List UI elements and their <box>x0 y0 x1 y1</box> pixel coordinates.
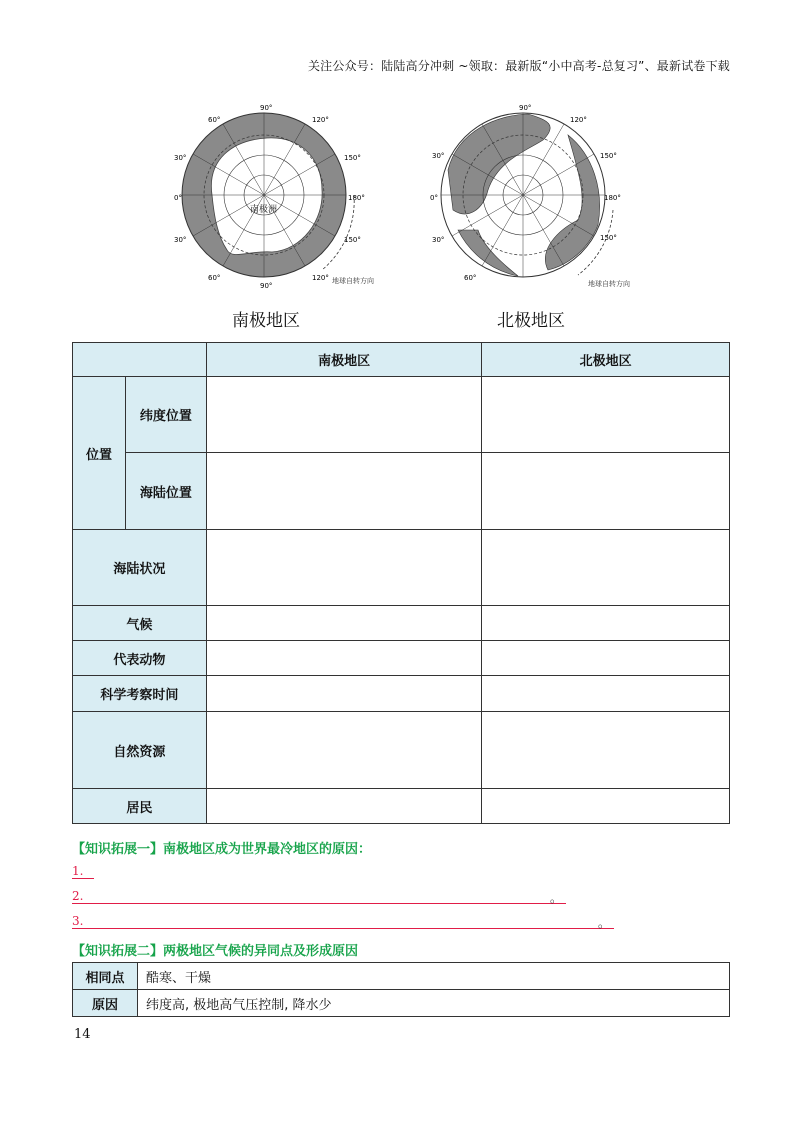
row-header-animals: 代表动物 <box>73 641 207 676</box>
row-header-climate: 气候 <box>73 606 207 641</box>
north-pole-map <box>428 100 630 290</box>
climate-similarity-table <box>72 962 730 1017</box>
svg-text:90°: 90° <box>260 104 273 112</box>
svg-text:0°: 0° <box>430 194 438 202</box>
row-header-latitude: 纬度位置 <box>125 377 206 453</box>
answer-line-1-number: 1. <box>72 864 84 878</box>
cell-north-land-sea-status[interactable] <box>482 530 730 606</box>
row-header-land-sea-status: 海陆状况 <box>73 530 207 606</box>
answer-line-3-end: 。 <box>597 916 610 930</box>
cell-north-residents[interactable] <box>482 789 730 824</box>
svg-text:120°: 120° <box>570 116 587 124</box>
svg-text:30°: 30° <box>432 236 445 244</box>
south-rotation-note: 地球自转方向 <box>332 277 374 285</box>
cell-south-latitude[interactable] <box>206 377 482 453</box>
answer-line-3[interactable] <box>72 914 614 929</box>
row-header-resources: 自然资源 <box>73 712 207 789</box>
svg-text:30°: 30° <box>174 236 187 244</box>
cell-north-resources[interactable] <box>482 712 730 789</box>
svg-text:0°: 0° <box>174 194 182 202</box>
table-corner-cell <box>73 343 207 377</box>
row-header-residents: 居民 <box>73 789 207 824</box>
cell-south-resources[interactable] <box>206 712 482 789</box>
row-header-land-sea-position: 海陆位置 <box>125 453 206 530</box>
cell-north-latitude[interactable] <box>482 377 730 453</box>
svg-text:60°: 60° <box>464 274 477 282</box>
reason-label: 原因 <box>73 990 138 1017</box>
answer-line-2[interactable] <box>72 889 566 904</box>
answer-line-3-number: 3. <box>72 914 84 928</box>
svg-text:120°: 120° <box>312 274 329 282</box>
reason-value: 纬度高, 极地高气压控制, 降水少 <box>138 990 730 1017</box>
page-number: 14 <box>74 1027 91 1042</box>
row-header-expedition-time: 科学考察时间 <box>73 676 207 712</box>
similarity-value: 酷寒、干燥 <box>138 963 730 990</box>
south-pole-map <box>172 100 374 290</box>
answer-line-1[interactable] <box>72 864 94 879</box>
col-header-south: 南极地区 <box>206 343 482 377</box>
answer-line-2-end: 。 <box>549 891 562 905</box>
col-header-north: 北极地区 <box>482 343 730 377</box>
svg-text:60°: 60° <box>208 274 221 282</box>
svg-text:150°: 150° <box>344 154 361 162</box>
svg-text:30°: 30° <box>432 152 445 160</box>
cell-south-expedition-time[interactable] <box>206 676 482 712</box>
north-map-caption: 北极地区 <box>497 311 565 331</box>
north-rotation-note: 地球自转方向 <box>588 280 630 288</box>
answer-line-2-number: 2. <box>72 889 84 903</box>
extension-two-title: 【知识拓展二】两极地区气候的异同点及形成原因 <box>72 944 359 959</box>
svg-text:90°: 90° <box>519 104 532 112</box>
svg-text:150°: 150° <box>344 236 361 244</box>
svg-text:60°: 60° <box>208 116 221 124</box>
extension-one-title: 【知识拓展一】南极地区成为世界最冷地区的原因： <box>72 842 372 857</box>
cell-north-animals[interactable] <box>482 641 730 676</box>
page-header: 关注公众号：陆陆高分冲刺 ~领取：最新版“小中高考-总复习”、最新试卷下载 <box>307 59 730 73</box>
cell-north-expedition-time[interactable] <box>482 676 730 712</box>
svg-text:30°: 30° <box>174 154 187 162</box>
south-continent-label: 南极洲 <box>250 205 278 215</box>
south-map-caption: 南极地区 <box>232 311 300 331</box>
cell-south-climate[interactable] <box>206 606 482 641</box>
svg-text:150°: 150° <box>600 152 617 160</box>
cell-south-animals[interactable] <box>206 641 482 676</box>
cell-south-land-sea-status[interactable] <box>206 530 482 606</box>
svg-text:180°: 180° <box>348 194 365 202</box>
svg-text:90°: 90° <box>260 282 273 290</box>
row-header-position: 位置 <box>73 377 126 530</box>
cell-north-land-sea-position[interactable] <box>482 453 730 530</box>
cell-south-residents[interactable] <box>206 789 482 824</box>
svg-text:120°: 120° <box>312 116 329 124</box>
polar-comparison-table <box>72 342 730 824</box>
similarity-label: 相同点 <box>73 963 138 990</box>
svg-text:150°: 150° <box>600 234 617 242</box>
svg-text:180°: 180° <box>604 194 621 202</box>
cell-south-land-sea-position[interactable] <box>206 453 482 530</box>
cell-north-climate[interactable] <box>482 606 730 641</box>
